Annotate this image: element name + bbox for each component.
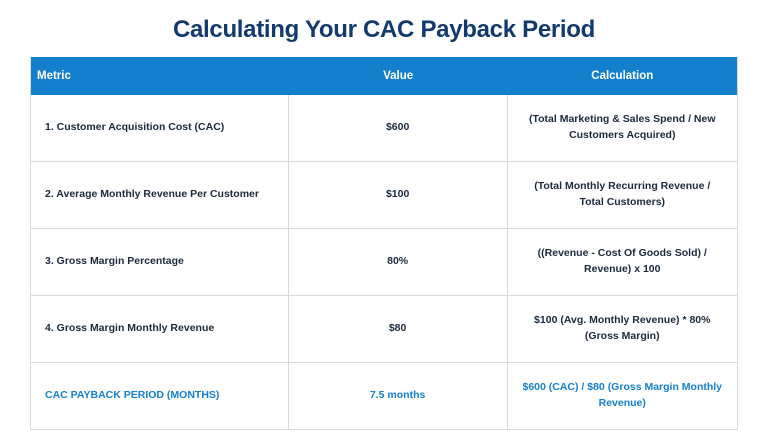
cell-metric: 3. Gross Margin Percentage bbox=[31, 229, 289, 295]
column-header-value: Value bbox=[383, 69, 414, 82]
cell-calculation: $600 (CAC) / $80 (Gross Margin Monthly Revenue) bbox=[522, 381, 723, 409]
cell-value: $600 bbox=[289, 95, 508, 161]
table-row bbox=[31, 162, 737, 229]
cac-payback-table bbox=[30, 57, 738, 430]
cell-calculation: (Total Monthly Recurring Revenue / Total Customers) bbox=[534, 180, 711, 208]
cell-metric: 2. Average Monthly Revenue Per Customer bbox=[31, 162, 289, 228]
cell-calculation: (Total Marketing & Sales Spend / New Customers Acquired) bbox=[529, 113, 716, 141]
table-row-summary bbox=[31, 363, 737, 429]
cell-value: $80 bbox=[289, 296, 508, 362]
table-row bbox=[31, 229, 737, 296]
column-header-metric: Metric bbox=[37, 69, 71, 82]
table-row bbox=[31, 95, 737, 162]
page-title: Calculating Your CAC Payback Period bbox=[172, 16, 596, 43]
cell-metric: CAC PAYBACK PERIOD (MONTHS) bbox=[31, 363, 289, 429]
cell-value: $100 bbox=[289, 162, 508, 228]
table-header-row bbox=[31, 57, 737, 95]
cell-value: 80% bbox=[289, 229, 508, 295]
cell-calculation: $100 (Avg. Monthly Revenue) * 80% (Gross Margin) bbox=[534, 314, 711, 342]
table-row bbox=[31, 296, 737, 363]
cell-metric: 1. Customer Acquisition Cost (CAC) bbox=[31, 95, 289, 161]
cell-calculation: ((Revenue - Cost Of Goods Sold) / Revenue) x 100 bbox=[537, 247, 707, 275]
cell-metric: 4. Gross Margin Monthly Revenue bbox=[31, 296, 289, 362]
cell-value: 7.5 months bbox=[289, 363, 508, 429]
column-header-calculation: Calculation bbox=[591, 69, 654, 82]
